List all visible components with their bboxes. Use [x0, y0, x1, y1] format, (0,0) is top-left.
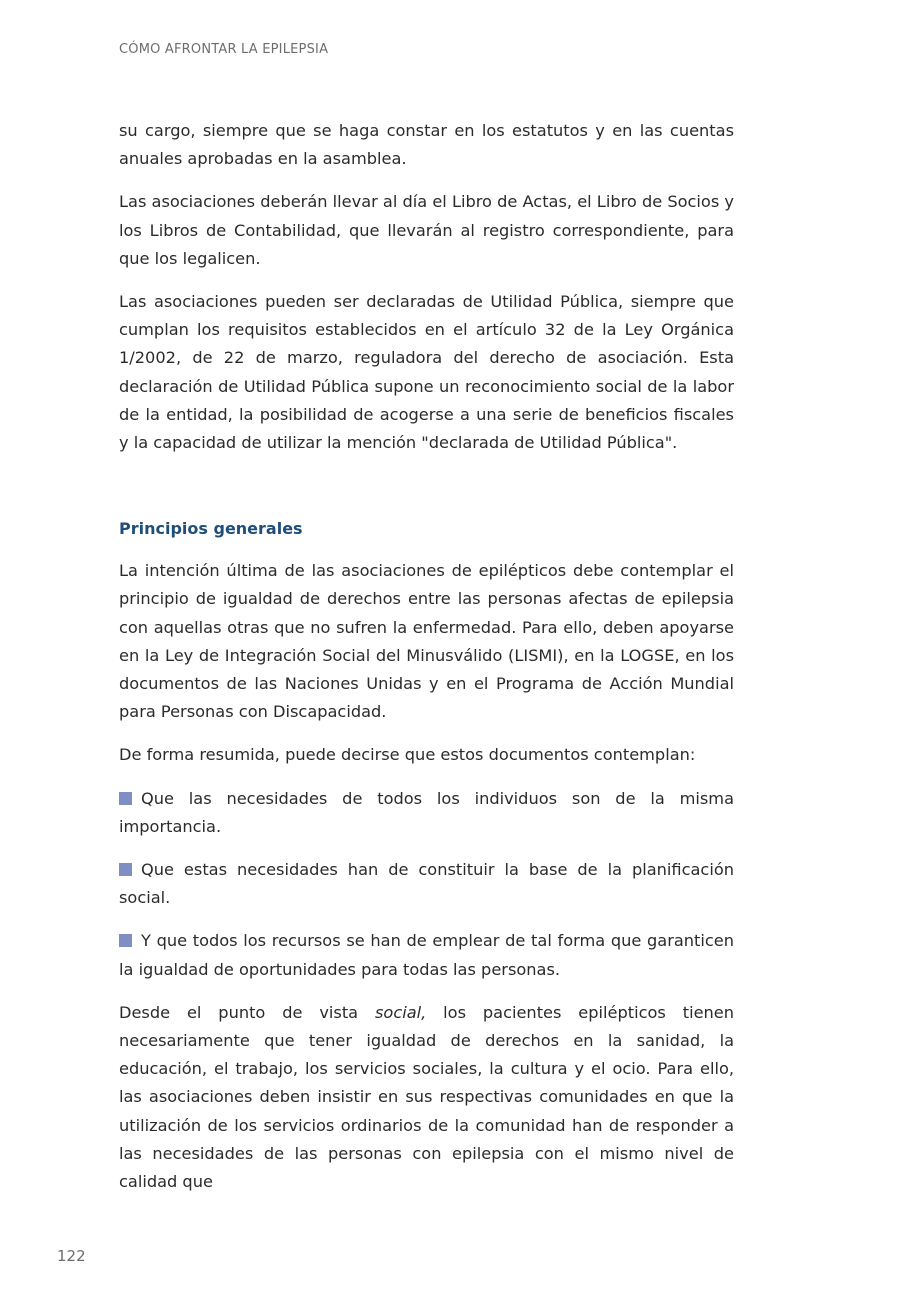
list-item: [119, 927, 734, 983]
list-item-text: Que estas necesidades han de constituir la base de la planificación social.: [119, 860, 734, 908]
list-item: [119, 856, 734, 912]
list-item: [119, 785, 734, 841]
paragraph: [119, 999, 734, 1196]
section-heading: Principios generales: [119, 519, 303, 539]
square-bullet-icon: [119, 792, 132, 805]
paragraph: Las asociaciones pueden ser declaradas de Utilidad Pública, siempre que cumplan los requisitos establecidos en el artículo 32 de la Ley Orgánica 1/2002, de 22 de marzo, reguladora del derecho de asociación. Esta declaración de Utilidad Pública supone un reconocimiento social de la labor de la entidad, la posibilidad de acogerse a una serie de beneficios fiscales y la capacidad de utilizar la mención "declarada de Utilidad Pública".: [119, 292, 734, 453]
paragraph: su cargo, siempre que se haga constar en los estatutos y en las cuentas anuales aprobadas en la asamblea.: [119, 121, 734, 169]
square-bullet-icon: [119, 934, 132, 947]
paragraph: La intención última de las asociaciones de epilépticos debe contemplar el principio de igualdad de derechos entre las personas afectas de epilepsia con aquellas otras que no sufren la enfermedad. Para ello, deben apoyarse en la Ley de Integración Social del Minusválido (LISMI), en la LOGSE, en los documentos de las Naciones Unidas y en el Programa de Acción Mundial para Personas con Discapacidad.: [119, 561, 734, 722]
list-item-text: Que las necesidades de todos los individuos son de la misma importancia.: [119, 788, 734, 836]
page-body: [119, 117, 734, 1211]
paragraph: De forma resumida, puede decirse que estos documentos contemplan:: [119, 745, 696, 765]
text-run: Desde el punto de vista: [119, 1002, 375, 1022]
page-number: 122: [57, 1247, 86, 1265]
text-run: los pacientes epilépticos tienen necesariamente que tener igualdad de derechos en la sanidad, la educación, el trabajo, los servicios sociales, la cultura y el ocio. Para ello, las asociaciones deben insistir en sus respectivas comunidades en que la utilización de los servicios ordinarios de la comunidad han de responder a las necesidades de las personas con epilepsia con el mismo nivel de calidad que: [119, 1002, 735, 1192]
emphasis-text: social,: [374, 1002, 427, 1022]
running-header: CÓMO AFRONTAR LA EPILEPSIA: [119, 42, 329, 57]
square-bullet-icon: [119, 863, 132, 876]
list-item-text: Y que todos los recursos se han de emplear de tal forma que garanticen la igualdad de oportunidades para todas las personas.: [119, 931, 734, 979]
paragraph: Las asociaciones deberán llevar al día el Libro de Actas, el Libro de Socios y los Libros de Contabilidad, que llevarán al registro correspondiente, para que los legalicen.: [119, 192, 734, 268]
